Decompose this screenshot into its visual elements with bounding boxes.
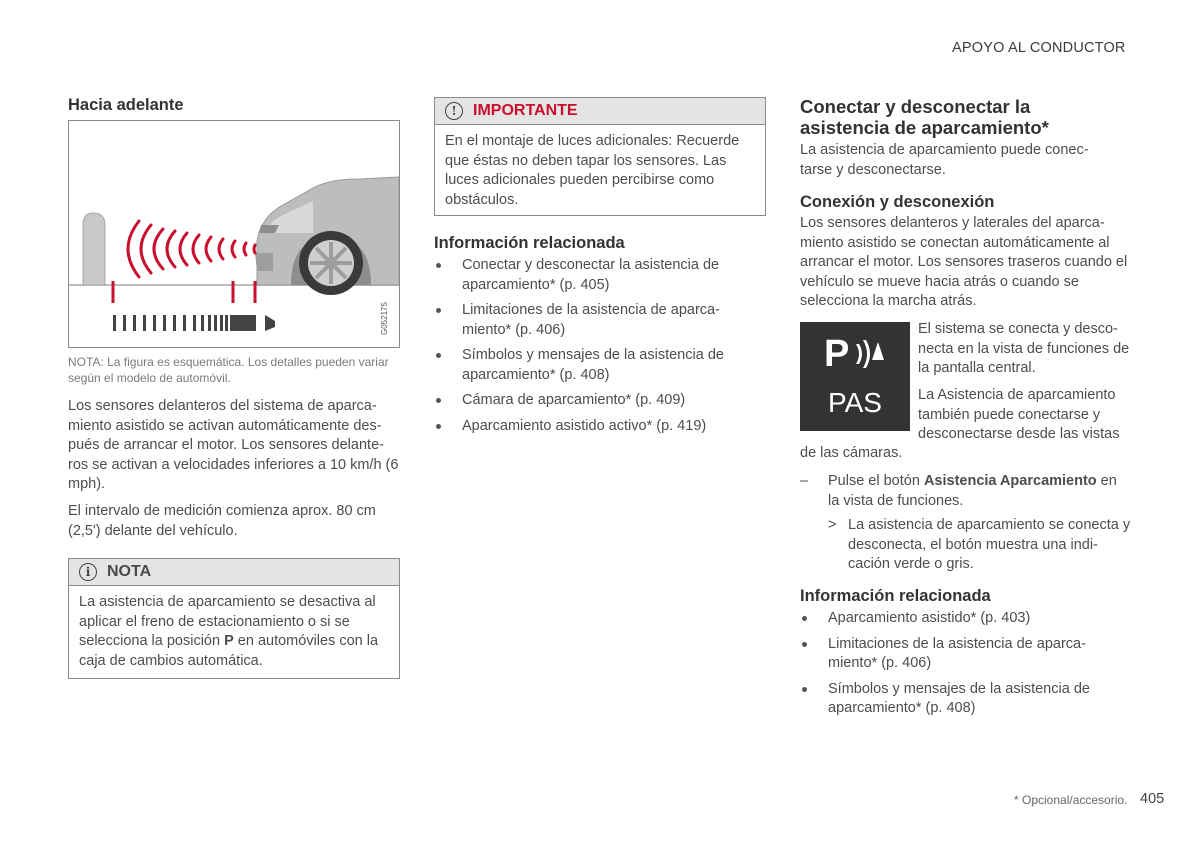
figure-caption: NOTA: La figura es esquemática. Los detalles pueden variar según el modelo de automóvil. xyxy=(68,355,389,385)
related-link[interactable]: Limitaciones de la asistencia de aparca-miento* (p. 406) xyxy=(800,635,1110,674)
note-title: NOTA xyxy=(107,563,152,580)
running-header: APOYO AL CONDUCTOR xyxy=(952,40,1126,56)
result-marker: > xyxy=(828,517,837,533)
figure-code: G052175 xyxy=(380,302,389,335)
related-link[interactable]: Aparcamiento asistido activo* (p. 419) xyxy=(434,417,744,437)
note-box xyxy=(68,558,400,679)
pas-letter: P xyxy=(824,333,850,375)
related-link[interactable]: Cámara de aparcamiento* (p. 409) xyxy=(434,391,744,411)
section-intro: La asistencia de aparcamiento puede conec-tarse y desconectarse. xyxy=(800,142,1089,178)
note-text: La asistencia de aparcamiento se desactiva al aplicar el freno de estacionamiento o si se selecciona la posición P en automóviles con la caja de cambios automática. xyxy=(79,594,379,669)
sensor-illustration xyxy=(68,120,400,348)
paragraph-sensors-front: Los sensores delanteros del sistema de aparca-miento asistido se activan automáticamente des-pués de arrancar el motor. Los sensores delante-ros se activan a velocidades inferiores a 10 km/h (6 mph). xyxy=(68,398,399,492)
subheading-connect: Conexión y desconexión xyxy=(800,193,995,211)
paragraph-camera-connect: La Asistencia de aparcamiento también puede conectarse y desconectarse desde las vistas xyxy=(918,387,1120,442)
paragraph-camera-connect-end: de las cámaras. xyxy=(800,445,903,461)
related-link[interactable]: Limitaciones de la asistencia de aparca-miento* (p. 406) xyxy=(434,301,744,340)
related-info-list-right xyxy=(800,609,1110,725)
important-box xyxy=(434,97,766,216)
note-header xyxy=(69,559,399,586)
paragraph-measure-range: El intervalo de medición comienza aprox. 80 cm (2,5') delante del vehículo. xyxy=(68,503,376,539)
pas-label: PAS xyxy=(828,387,882,418)
sensor-waves-icon xyxy=(856,340,884,368)
related-link[interactable]: Símbolos y mensajes de la asistencia de aparcamiento* (p. 408) xyxy=(800,680,1110,719)
section-heading-forward: Hacia adelante xyxy=(68,96,184,114)
section-title: Conectar y desconectar la asistencia de aparcamiento* xyxy=(800,96,1049,138)
related-info-heading-right: Información relacionada xyxy=(800,587,991,605)
page-number: 405 xyxy=(1140,791,1165,807)
footer-note: * Opcional/accesorio. xyxy=(1014,793,1128,807)
sensor-diagram xyxy=(69,121,399,347)
parking-assist-button-label: Asistencia Aparcamiento xyxy=(923,473,1097,489)
related-info-list xyxy=(434,256,744,442)
step-dash: – xyxy=(800,473,809,489)
important-text: En el montaje de luces adicionales: Recuerde que éstas no deben tapar los sensores. Las luces adicionales pueden percibirse como obstáculos. xyxy=(445,133,740,208)
sensor-wave-arcs xyxy=(128,221,255,277)
parking-assist-icon xyxy=(800,322,910,431)
important-title: IMPORTANTE xyxy=(473,102,578,119)
paragraph-connect: Los sensores delanteros y laterales del aparca-miento asistido se conectan automáticamente al arrancar el motor. Los sensores traseros cuando el vehículo se mueve hacia atrás o cuando se selecciona la marcha atrás. xyxy=(800,215,1128,309)
related-info-heading: Información relacionada xyxy=(434,234,625,252)
related-link[interactable]: Conectar y desconectar la asistencia de aparcamiento* (p. 405) xyxy=(434,256,744,295)
important-header xyxy=(435,98,765,125)
info-icon: i xyxy=(79,563,97,581)
warning-icon: ! xyxy=(445,102,463,120)
related-link[interactable]: Símbolos y mensajes de la asistencia de aparcamiento* (p. 408) xyxy=(434,346,744,385)
step-result: > La asistencia de aparcamiento se conecta y desconecta, el botón muestra una indi-cación verde o gris. xyxy=(828,517,1131,572)
related-link[interactable]: Aparcamiento asistido* (p. 403) xyxy=(800,609,1110,629)
paragraph-system-connect: El sistema se conecta y desco-necta en la vista de funciones de la pantalla central. xyxy=(918,321,1130,376)
step-instruction: – Pulse el botón Asistencia Aparcamiento en la vista de funciones. xyxy=(800,473,1117,509)
